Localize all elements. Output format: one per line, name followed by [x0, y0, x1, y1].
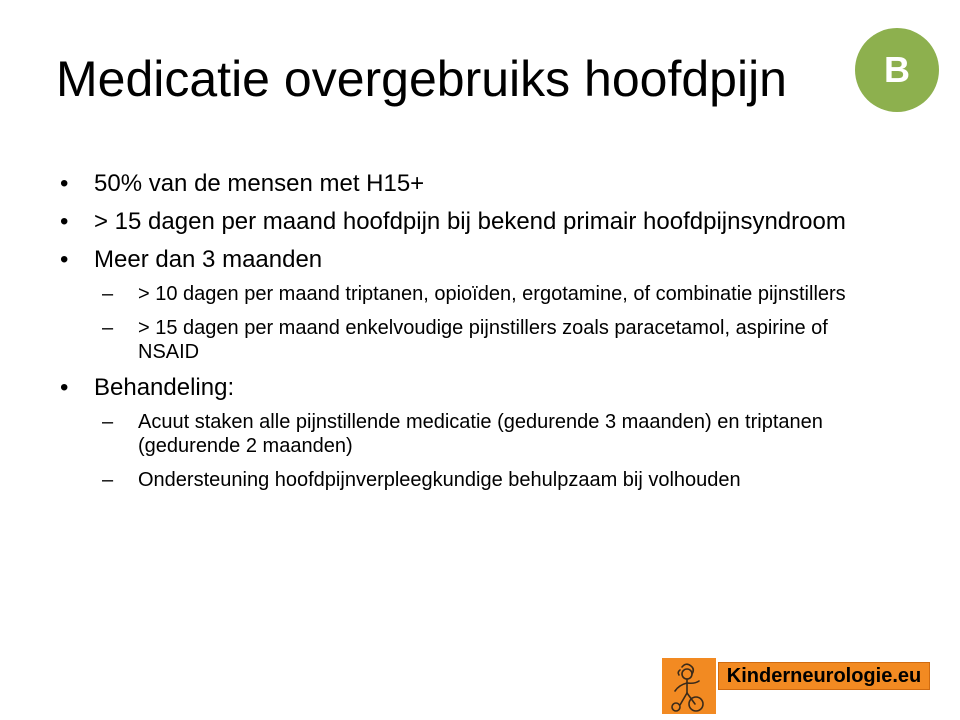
bullet-icon: • [60, 208, 69, 235]
slide-content [60, 170, 860, 502]
bullet-list [60, 170, 860, 492]
bullet-icon: • [60, 246, 69, 273]
sub-list [94, 282, 860, 364]
logo-text: Kinderneurologie.eu [718, 662, 930, 690]
sub-list-item [60, 282, 860, 306]
sub-list-item [60, 468, 860, 492]
sub-list-item-text: Ondersteuning hoofdpijnverpleegkundige behulpzaam bij volhouden [138, 469, 741, 491]
list-item-text: > 15 dagen per maand hoofdpijn bij bekend primair hoofdpijnsyndroom [94, 208, 846, 235]
sub-list-item-text: Acuut staken alle pijnstillende medicatie (gedurende 3 maanden) en triptanen (gedurende 2 maanden) [138, 411, 823, 457]
list-item [60, 208, 860, 236]
sub-list-item [60, 316, 860, 364]
dash-icon: – [102, 317, 114, 339]
slide-title: Medicatie overgebruiks hoofdpijn [56, 51, 787, 107]
bullet-icon: • [60, 374, 69, 401]
bullet-icon: • [60, 170, 69, 197]
dash-icon: – [102, 469, 114, 491]
sub-list [94, 410, 860, 492]
list-item [60, 246, 860, 364]
sub-list-item-text: > 15 dagen per maand enkelvoudige pijnstillers zoals paracetamol, aspirine of NSAID [138, 317, 828, 363]
sub-list-item-text: > 10 dagen per maand triptanen, opioïden, ergotamine, of combinatie pijnstillers [138, 283, 846, 305]
dash-icon: – [102, 283, 114, 305]
list-item-text: Meer dan 3 maanden [94, 246, 323, 273]
sub-list-item [60, 410, 860, 458]
list-item-text: Behandeling: [94, 374, 235, 401]
list-item [60, 170, 860, 198]
list-item-text: 50% van de mensen met H15+ [94, 170, 425, 197]
section-badge: B [855, 28, 939, 112]
child-figure-logo-icon [662, 658, 716, 714]
dash-icon: – [102, 411, 114, 433]
list-item [60, 374, 860, 492]
